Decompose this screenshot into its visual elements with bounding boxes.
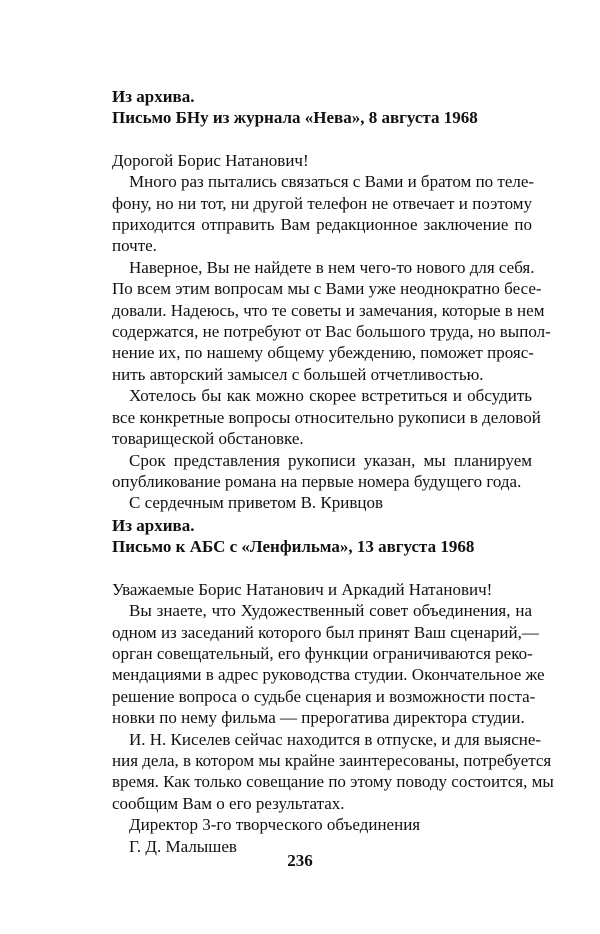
text-line: решение вопроса о судьбе сценария и возможности поста-: [112, 686, 536, 706]
text-line: сообщим Вам о его результатах.: [112, 793, 345, 813]
paragraph: [112, 600, 545, 728]
paragraph: [112, 171, 535, 257]
letter-lenfilm-section: [112, 515, 554, 857]
text-line: почте.: [112, 236, 157, 256]
text-line: опубликование романа на первые номера будущего года.: [112, 471, 522, 491]
heading-line: Письмо БНу из журнала «Нева», 8 августа 1968: [112, 108, 478, 128]
text-line: Наверное, Вы не найдете в нем чего-то нового для себя.: [129, 257, 535, 277]
text-line: Много раз пытались связаться с Вами и братом по теле-: [129, 172, 535, 192]
text-line: нить авторский замысел с большей отчетливостью.: [112, 364, 484, 384]
section-heading: [112, 86, 532, 129]
heading-line: Из архива.: [112, 87, 195, 106]
text-line: время. Как только совещание по этому поводу состоится, мы: [112, 772, 554, 792]
heading-line: Письмо к АБС с «Ленфильма», 13 августа 1968: [112, 537, 475, 557]
text-line: По всем этим вопросам мы с Вами уже неоднократно бесе-: [112, 279, 542, 299]
heading-line: Из архива.: [112, 516, 195, 535]
text-line: одном из заседаний которого был принят Ваш сценарий,—: [112, 622, 539, 642]
text-line: И. Н. Киселев сейчас находится в отпуске, и для выясне-: [129, 729, 542, 749]
paragraph: [112, 450, 532, 493]
letter-nevа-section: [112, 86, 551, 514]
text-line: Срок представления рукописи указан, мы планируем: [129, 450, 532, 470]
text-line: ния дела, в котором мы крайне заинтересованы, потребуется: [112, 751, 552, 771]
text-line: все конкретные вопросы относительно рукописи в деловой: [112, 407, 541, 427]
text-line: новки по нему фильма — прерогатива директора студии.: [112, 708, 525, 728]
text-line: нение их, по нашему общему убеждению, поможет прояс-: [112, 343, 534, 363]
paragraph: [112, 729, 554, 815]
section-heading: [112, 515, 532, 558]
text-line: приходится отправить Вам редакционное заключение по: [112, 215, 532, 235]
paragraph: [112, 385, 541, 449]
signature-name: Г. Д. Малышев: [129, 836, 237, 856]
closing-line: С сердечным приветом В. Кривцов: [129, 493, 383, 513]
text-line: Хотелось бы как можно скорее встретиться и обсудить: [129, 386, 532, 406]
page-number: 236: [287, 851, 313, 870]
salutation: Дорогой Борис Натанович!: [112, 150, 309, 170]
text-line: товарищеской обстановке.: [112, 429, 304, 449]
signature-title: Директор 3-го творческого объединения: [129, 815, 421, 835]
text-line: Вы знаете, что Художественный совет объединения, на: [129, 601, 532, 621]
text-line: содержатся, не потребуют от Вас большого труда, но выпол-: [112, 322, 551, 342]
text-line: орган совещательный, его функции ограничиваются реко-: [112, 644, 533, 664]
salutation: Уважаемые Борис Натанович и Аркадий Натанович!: [112, 579, 493, 599]
paragraph: [112, 257, 551, 385]
text-line: мендациями в адрес руководства студии. Окончательное же: [112, 665, 545, 685]
text-line: фону, но ни тот, ни другой телефон не отвечает и поэтому: [112, 193, 532, 213]
text-line: довали. Надеюсь, что те советы и замечания, которые в нем: [112, 300, 545, 320]
